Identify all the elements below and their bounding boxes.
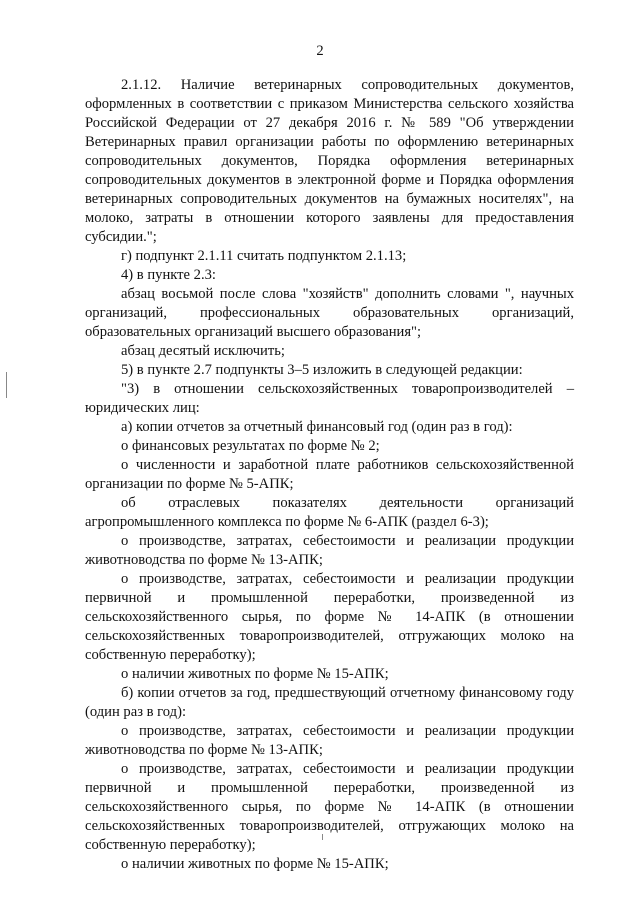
scan-mark-left: [6, 372, 7, 398]
paragraph-form-6-apk: об отраслевых показателях деятельности организаций агропромышленного комплекса по форме № 6-АПК (раздел 6-3);: [85, 495, 574, 530]
paragraph-form-13-apk-previous: о производстве, затратах, себестоимости и реализации продукции животноводства по форме № 13-АПК;: [85, 723, 574, 758]
page-number: 2: [316, 43, 324, 59]
paragraph-form-14-apk-previous: о производстве, затратах, себестоимости и реализации продукции первичной и промышленной переработки, произведенной из сельскохозяйственного сырья, по форме № 14-АПК (в отношении сельскохозяйственных товаропроизводителей, отгружающих молоко на собственную переработку);: [85, 761, 574, 853]
paragraph-form-2: о финансовых результатах по форме № 2;: [121, 438, 380, 454]
paragraph-subitem-g: г) подпункт 2.1.11 считать подпунктом 2.1.13;: [121, 248, 407, 264]
paragraph-2-1-12: 2.1.12. Наличие ветеринарных сопроводительных документов, оформленных в соответствии с приказом Министерства сельского хозяйства Российской Федерации от 27 декабря 2016 г. № 589 "Об утверждении Ветеринарных правил организации работы по оформлению ветеринарных сопроводительных документов, Порядка оформления ветеринарных сопроводительных документов в электронной форме и Порядка оформления ветеринарных сопроводительных документов на бумажных носителях", на молоко, затраты в отношении которого заявлены для предоставления субсидии.";: [85, 77, 574, 245]
paragraph-point-5: 5) в пункте 2.7 подпункты 3–5 изложить в следующей редакции:: [121, 362, 523, 378]
paragraph-form-5-apk: о численности и заработной плате работников сельскохозяйственной организации по форме № 5-АПК;: [85, 457, 574, 492]
paragraph-subitem-3: "3) в отношении сельскохозяйственных товаропроизводителей – юридических лиц:: [85, 381, 574, 416]
paragraph-item-a: а) копии отчетов за отчетный финансовый год (один раз в год):: [121, 419, 513, 435]
paragraph-form-15-apk-previous: о наличии животных по форме № 15-АПК;: [121, 856, 389, 872]
paragraph-form-14-apk: о производстве, затратах, себестоимости и реализации продукции первичной и промышленной переработки, произведенной из сельскохозяйственного сырья, по форме № 14-АПК (в отношении сельскохозяйственных товаропроизводителей, отгружающих молоко на собственную переработку);: [85, 571, 574, 663]
paragraph-eighth-abzac: абзац восьмой после слова "хозяйств" дополнить словами ", научных организаций, профессиональных образовательных организаций, образовательных организаций высшего образования";: [85, 286, 574, 340]
paragraph-point-4: 4) в пункте 2.3:: [121, 267, 216, 283]
paragraph-form-13-apk: о производстве, затратах, себестоимости и реализации продукции животноводства по форме № 13-АПК;: [85, 533, 574, 568]
paragraph-form-15-apk: о наличии животных по форме № 15-АПК;: [121, 666, 389, 682]
document-body: [85, 76, 574, 874]
paragraph-tenth-abzac: абзац десятый исключить;: [121, 343, 285, 359]
paragraph-item-b: б) копии отчетов за год, предшествующий отчетному финансовому году (один раз в год):: [85, 685, 574, 720]
